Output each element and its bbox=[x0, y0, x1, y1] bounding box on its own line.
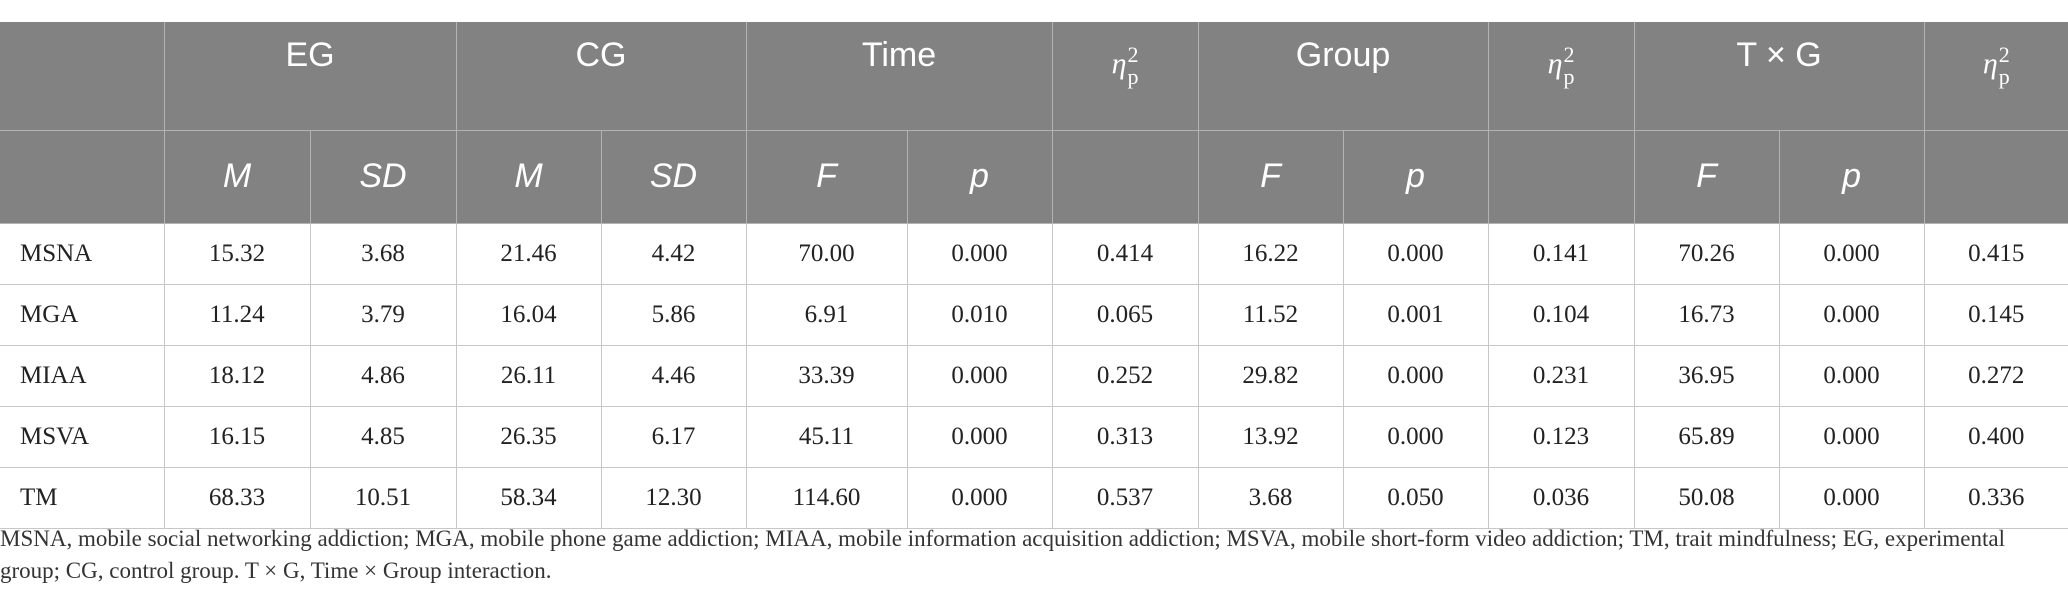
eta-symbol: η bbox=[1111, 46, 1127, 80]
cell-time-eta: 0.414 bbox=[1052, 223, 1198, 284]
cell-time-p: 0.000 bbox=[907, 467, 1052, 528]
cell-eg-m: 11.24 bbox=[164, 284, 310, 345]
eta-sub: p bbox=[1998, 64, 2010, 89]
cell-group-f: 16.22 bbox=[1198, 223, 1343, 284]
subheader-eta-txg-blank bbox=[1924, 130, 2068, 223]
table-row bbox=[0, 467, 2068, 528]
subheader-time-p: p bbox=[907, 130, 1052, 223]
cell-time-p: 0.010 bbox=[907, 284, 1052, 345]
cell-txg-p: 0.000 bbox=[1779, 223, 1924, 284]
eta-symbol: η bbox=[1547, 46, 1563, 80]
cell-group-p: 0.000 bbox=[1343, 345, 1488, 406]
cell-cg-sd: 6.17 bbox=[601, 406, 746, 467]
cell-txg-eta: 0.145 bbox=[1924, 284, 2068, 345]
header-time: Time bbox=[746, 22, 1052, 130]
cell-group-eta: 0.104 bbox=[1488, 284, 1634, 345]
cell-eg-sd: 4.86 bbox=[310, 345, 456, 406]
cell-txg-f: 36.95 bbox=[1634, 345, 1779, 406]
cell-eg-m: 15.32 bbox=[164, 223, 310, 284]
table-footnote: MSNA, mobile social networking addiction; MGA, mobile phone game addiction; MIAA, mobile information acquisition addiction; MSVA, mobile short-form video addiction; TM, trait mindfulness; EG, experimental group; CG, control group. T × G, Time × Group interaction. bbox=[0, 526, 2005, 583]
cell-cg-sd: 4.42 bbox=[601, 223, 746, 284]
eta-sup: 2 bbox=[1563, 42, 1575, 67]
header-eta-time bbox=[1052, 22, 1198, 130]
row-label: TM bbox=[0, 467, 164, 528]
cell-time-f: 45.11 bbox=[746, 406, 907, 467]
header-eg: EG bbox=[164, 22, 456, 130]
eta-scripts bbox=[1563, 44, 1574, 88]
cell-eg-m: 18.12 bbox=[164, 345, 310, 406]
cell-cg-m: 58.34 bbox=[456, 467, 601, 528]
subheader-cg-sd: SD bbox=[601, 130, 746, 223]
cell-time-p: 0.000 bbox=[907, 406, 1052, 467]
cell-group-p: 0.001 bbox=[1343, 284, 1488, 345]
results-table bbox=[0, 22, 2068, 529]
eta-scripts bbox=[1127, 44, 1138, 88]
subheader-eg-sd: SD bbox=[310, 130, 456, 223]
cell-time-eta: 0.065 bbox=[1052, 284, 1198, 345]
cell-group-p: 0.000 bbox=[1343, 406, 1488, 467]
subheader-eg-m: M bbox=[164, 130, 310, 223]
cell-txg-eta: 0.336 bbox=[1924, 467, 2068, 528]
header-row-stats bbox=[0, 130, 2068, 223]
row-label: MGA bbox=[0, 284, 164, 345]
cell-time-eta: 0.313 bbox=[1052, 406, 1198, 467]
subheader-blank bbox=[0, 130, 164, 223]
cell-eg-sd: 4.85 bbox=[310, 406, 456, 467]
eta-sub: p bbox=[1127, 64, 1139, 89]
row-label: MSVA bbox=[0, 406, 164, 467]
table-row bbox=[0, 345, 2068, 406]
header-txg: T × G bbox=[1634, 22, 1924, 130]
cell-group-p: 0.000 bbox=[1343, 223, 1488, 284]
cell-time-f: 70.00 bbox=[746, 223, 907, 284]
subheader-txg-p: p bbox=[1779, 130, 1924, 223]
subheader-cg-m: M bbox=[456, 130, 601, 223]
header-blank bbox=[0, 22, 164, 130]
cell-time-eta: 0.537 bbox=[1052, 467, 1198, 528]
cell-txg-eta: 0.415 bbox=[1924, 223, 2068, 284]
cell-txg-f: 65.89 bbox=[1634, 406, 1779, 467]
cell-group-eta: 0.036 bbox=[1488, 467, 1634, 528]
cell-txg-eta: 0.400 bbox=[1924, 406, 2068, 467]
eta-sub: p bbox=[1563, 64, 1575, 89]
cell-group-eta: 0.231 bbox=[1488, 345, 1634, 406]
table-header bbox=[0, 22, 2068, 223]
cell-group-f: 11.52 bbox=[1198, 284, 1343, 345]
header-eta-txg bbox=[1924, 22, 2068, 130]
cell-cg-m: 16.04 bbox=[456, 284, 601, 345]
table-row bbox=[0, 223, 2068, 284]
cell-txg-p: 0.000 bbox=[1779, 345, 1924, 406]
cell-eg-sd: 3.79 bbox=[310, 284, 456, 345]
eta-scripts bbox=[1999, 44, 2010, 88]
cell-time-f: 6.91 bbox=[746, 284, 907, 345]
cell-txg-p: 0.000 bbox=[1779, 284, 1924, 345]
row-label: MIAA bbox=[0, 345, 164, 406]
row-label: MSNA bbox=[0, 223, 164, 284]
subheader-group-f: F bbox=[1198, 130, 1343, 223]
cell-time-f: 33.39 bbox=[746, 345, 907, 406]
cell-cg-m: 26.11 bbox=[456, 345, 601, 406]
cell-txg-f: 16.73 bbox=[1634, 284, 1779, 345]
cell-group-f: 13.92 bbox=[1198, 406, 1343, 467]
cell-time-p: 0.000 bbox=[907, 223, 1052, 284]
cell-txg-p: 0.000 bbox=[1779, 406, 1924, 467]
cell-eg-m: 68.33 bbox=[164, 467, 310, 528]
cell-time-eta: 0.252 bbox=[1052, 345, 1198, 406]
table-row bbox=[0, 406, 2068, 467]
cell-group-f: 3.68 bbox=[1198, 467, 1343, 528]
cell-txg-eta: 0.272 bbox=[1924, 345, 2068, 406]
subheader-txg-f: F bbox=[1634, 130, 1779, 223]
cell-group-eta: 0.141 bbox=[1488, 223, 1634, 284]
cell-group-f: 29.82 bbox=[1198, 345, 1343, 406]
header-row-groups bbox=[0, 22, 2068, 130]
cell-group-p: 0.050 bbox=[1343, 467, 1488, 528]
results-table-container bbox=[0, 22, 2068, 529]
cell-eg-m: 16.15 bbox=[164, 406, 310, 467]
table-row bbox=[0, 284, 2068, 345]
subheader-eta-group-blank bbox=[1488, 130, 1634, 223]
cell-cg-sd: 4.46 bbox=[601, 345, 746, 406]
cell-time-f: 114.60 bbox=[746, 467, 907, 528]
cell-eg-sd: 10.51 bbox=[310, 467, 456, 528]
subheader-time-f: F bbox=[746, 130, 907, 223]
header-group: Group bbox=[1198, 22, 1488, 130]
cell-group-eta: 0.123 bbox=[1488, 406, 1634, 467]
cell-cg-sd: 12.30 bbox=[601, 467, 746, 528]
cell-txg-p: 0.000 bbox=[1779, 467, 1924, 528]
cell-time-p: 0.000 bbox=[907, 345, 1052, 406]
header-eta-group bbox=[1488, 22, 1634, 130]
cell-cg-m: 26.35 bbox=[456, 406, 601, 467]
cell-txg-f: 50.08 bbox=[1634, 467, 1779, 528]
table-body bbox=[0, 223, 2068, 528]
header-cg: CG bbox=[456, 22, 746, 130]
eta-sup: 2 bbox=[1998, 42, 2010, 67]
subheader-eta-time-blank bbox=[1052, 130, 1198, 223]
cell-eg-sd: 3.68 bbox=[310, 223, 456, 284]
eta-sup: 2 bbox=[1127, 42, 1139, 67]
subheader-group-p: p bbox=[1343, 130, 1488, 223]
eta-symbol: η bbox=[1982, 46, 1998, 80]
cell-txg-f: 70.26 bbox=[1634, 223, 1779, 284]
cell-cg-sd: 5.86 bbox=[601, 284, 746, 345]
cell-cg-m: 21.46 bbox=[456, 223, 601, 284]
